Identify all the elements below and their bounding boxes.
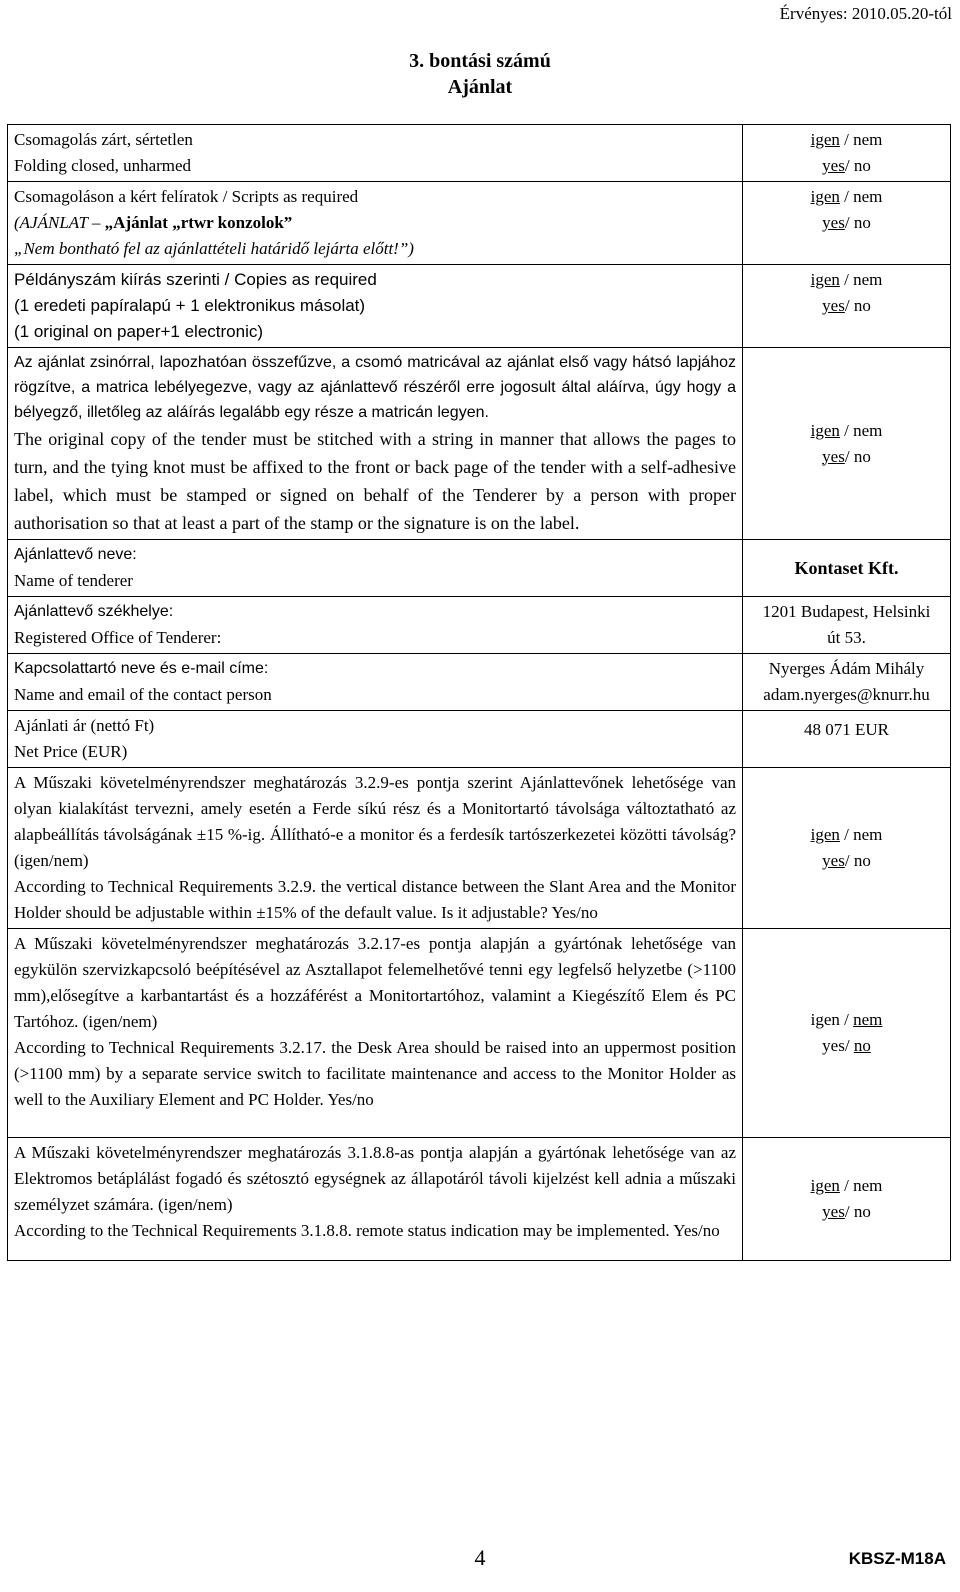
copies-cell (8, 265, 743, 348)
packaging-cell (8, 125, 743, 182)
answer-igen[interactable]: igen (810, 130, 840, 149)
packaging-label-en: Folding closed, unharmed (14, 156, 192, 175)
contact-label-en: Name and email of the contact person (14, 685, 272, 704)
tenderer-name: Kontaset Kft. (794, 558, 899, 578)
price-value-cell (743, 711, 951, 768)
answer-yes[interactable]: yes (822, 296, 845, 315)
tenderer-label-hu: Ajánlattevő neve: (14, 546, 137, 563)
table-row (8, 540, 951, 597)
req-329-hu: A Műszaki követelményrendszer meghatározás 3.2.9-es pontja szerint Ajánlattevőnek lehetősége van olyan kialakítást tervezni, amely esetén a Ferde síkú rész és a Monitortartó távolsága változtatható az alapbeállítás távolságának ±15 %-ig. Állítható-e a monitor és a ferdesík tartószerkezetei közötti távolság? (igen/nem) (14, 773, 736, 870)
req-3217-en: According to Technical Requirements 3.2.17. the Desk Area should be raised into an uppermost position (>1100 mm) by a separate service switch to facilitate maintenance and access to the Monitor Holder as well to the Auxiliary Element and PC Holder. Yes/no (14, 1038, 736, 1109)
price-label-en: Net Price (EUR) (14, 742, 128, 761)
answer-igen[interactable]: igen (810, 825, 840, 844)
answer-cell: igen / nem yes/ no (743, 348, 951, 540)
answer-yes[interactable]: yes (822, 851, 845, 870)
validity-date: Érvényes: 2010.05.20-tól (779, 4, 952, 23)
copies-label-2: (1 eredeti papíralapú + 1 elektronikus másolat) (14, 296, 366, 315)
answer-nem[interactable]: nem (853, 1010, 883, 1029)
answer-cell: igen / nem yes/ no (743, 768, 951, 929)
contact-label-hu: Kapcsolattartó neve és e-mail címe: (14, 660, 269, 677)
tenderer-value-cell (743, 540, 951, 597)
req-329-cell (8, 768, 743, 929)
table-row (8, 125, 951, 182)
answer-yes[interactable]: yes (822, 1202, 845, 1221)
table-row (8, 348, 951, 540)
req-3188-cell (8, 1138, 743, 1261)
req-329-en: According to Technical Requirements 3.2.9. the vertical distance between the Slant Area and the Monitor Holder should be adjustable within ±15% of the default value. Is it adjustable? Yes/no (14, 877, 736, 922)
office-cell (8, 597, 743, 654)
answer-no[interactable]: no (853, 446, 871, 466)
binding-text-en: The original copy of the tender must be stitched with a string in manner that allows the pages to turn, and the tying knot must be affixed to the front or back page of the tender with a self-adhesive label, which must be stamped or signed on behalf of the Tenderer by a person with proper authorisation so that at least a part of the stamp or the signature is on the label. (14, 429, 736, 533)
answer-no[interactable]: no (853, 1036, 871, 1055)
scripts-label: Csomagoláson a kért felíratok / Scripts as required (14, 187, 359, 206)
price-label-hu: Ajánlati ár (nettó Ft) (14, 716, 155, 735)
answer-cell: igen / nem yes/ no (743, 265, 951, 348)
answer-igen[interactable]: igen (810, 1176, 840, 1195)
copies-label-3: (1 original on paper+1 electronic) (14, 322, 264, 341)
answer-cell: igen / nem yes/ no (743, 125, 951, 182)
tenderer-label-en: Name of tenderer (14, 571, 133, 590)
price-cell (8, 711, 743, 768)
answer-cell: igen / nem yes/ no (743, 929, 951, 1138)
answer-yes[interactable]: yes (822, 213, 845, 232)
answer-yes[interactable]: yes (822, 446, 845, 466)
answer-cell: igen / nem yes/ no (743, 182, 951, 265)
table-row (8, 654, 951, 711)
table-row (8, 768, 951, 929)
checklist-table (7, 124, 951, 1261)
scripts-cell (8, 182, 743, 265)
office-address-2: út 53. (827, 628, 866, 647)
req-3217-hu: A Műszaki követelményrendszer meghatározás 3.2.17-es pontja alapján a gyártónak lehetősége van egykülön szervizkapcsoló beépítésével az Asztallapot felemelhetővé tenni egy legfelső helyzetbe (>1100 mm),elősegítve a karbantartást és a hozzáférést a Monitortartóhoz, valamint a Kiegészítő Elem és PC Tartóhoz. (igen/nem) (14, 934, 736, 1031)
answer-nem[interactable]: nem (853, 1176, 883, 1195)
contact-cell (8, 654, 743, 711)
req-3188-hu: A Műszaki követelményrendszer meghatározás 3.1.8.8-as pontja alapján a gyártónak lehetősége van az Elektromos betáplálást fogadó és szétosztó egységnek az állapotáról távoli kijelzést kell adnia a műszaki személyzet számára. (igen/nem) (14, 1143, 736, 1214)
answer-igen[interactable]: igen (810, 187, 840, 206)
req-3217-cell (8, 929, 743, 1138)
answer-nem[interactable]: nem (853, 420, 883, 440)
table-row (8, 711, 951, 768)
packaging-label-hu: Csomagolás zárt, sértetlen (14, 130, 193, 149)
document-code: KBSZ-M18A (848, 1549, 946, 1568)
answer-no[interactable]: no (853, 851, 871, 870)
answer-igen[interactable]: igen (810, 270, 840, 289)
answer-no[interactable]: no (853, 296, 871, 315)
office-label-hu: Ajánlattevő székhelye: (14, 603, 174, 620)
table-row (8, 929, 951, 1138)
tenderer-cell (8, 540, 743, 597)
answer-nem[interactable]: nem (853, 187, 883, 206)
contact-email: adam.nyerges@knurr.hu (763, 685, 930, 704)
document-subtitle: Ajánlat (447, 76, 513, 98)
answer-igen[interactable]: igen (810, 420, 840, 440)
answer-no[interactable]: no (853, 156, 871, 175)
office-value-cell (743, 597, 951, 654)
price-value: 48 071 EUR (804, 720, 889, 739)
table-row (8, 182, 951, 265)
binding-cell (8, 348, 743, 540)
binding-text-hu: Az ajánlat zsinórral, lapozhatóan összefűzve, a csomó matricával az ajánlat első vagy hátsó lapjához rögzítve, a matrica lebélyegezve, vagy az ajánlattevő részéről erre jogosult által aláírva, úgy hogy a bélyegző, illetőleg az aláírás legalább egy része a matricán legyen. (14, 354, 736, 421)
scripts-label-3: „Nem bontható fel az ajánlattételi határidő lejárta előtt!”) (14, 239, 414, 258)
answer-nem[interactable]: nem (853, 825, 883, 844)
office-address-1: 1201 Budapest, Helsinki (762, 602, 931, 621)
copies-label: Példányszám kiírás szerinti / Copies as required (14, 270, 377, 289)
answer-cell: igen / nem yes/ no (743, 1138, 951, 1261)
answer-nem[interactable]: nem (853, 270, 883, 289)
answer-igen[interactable]: igen (810, 1010, 840, 1029)
answer-no[interactable]: no (853, 1202, 871, 1221)
document-title: 3. bontási számú (409, 50, 551, 72)
answer-yes[interactable]: yes (822, 156, 845, 175)
office-label-en: Registered Office of Tenderer: (14, 628, 222, 647)
answer-no[interactable]: no (853, 213, 871, 232)
table-row (8, 1138, 951, 1261)
req-3188-en: According to the Technical Requirements 3.1.8.8. remote status indication may be implemented. Yes/no (14, 1221, 720, 1240)
contact-name: Nyerges Ádám Mihály (768, 659, 925, 678)
table-row (8, 265, 951, 348)
scripts-label-2: (AJÁNLAT – „Ajánlat „rtwr konzolok” (14, 213, 293, 232)
page-number: 4 (474, 1545, 486, 1570)
contact-value-cell (743, 654, 951, 711)
answer-yes[interactable]: yes (822, 1036, 845, 1055)
table-row (8, 597, 951, 654)
answer-nem[interactable]: nem (853, 130, 883, 149)
